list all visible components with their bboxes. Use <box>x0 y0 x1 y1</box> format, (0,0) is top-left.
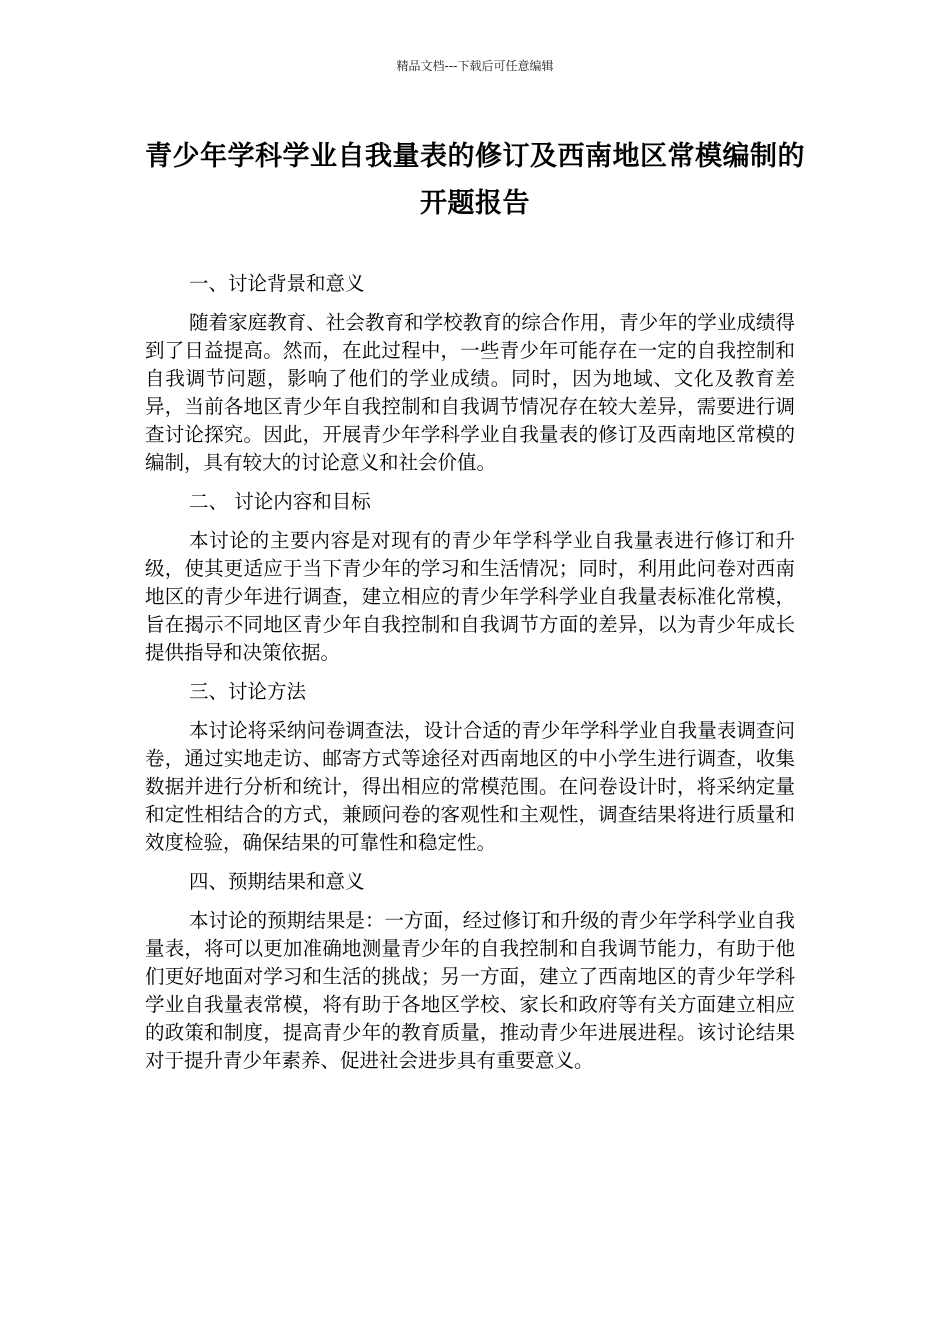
section-heading: 三、讨论方法 <box>189 680 307 703</box>
header-note: 精品文档---下载后可任意编辑 <box>396 59 554 73</box>
section <box>145 270 795 477</box>
section-paragraph: 本讨论的预期结果是：一方面，经过修订和升级的青少年学科学业自我量表，将可以更加准确地测量青少年的自我控制和自我调节能力，有助于他们更好地面对学习和生活的挑战；另一方面，建立了西南地区的青少年学科学业自我量表常模，将有助于各地区学校、家长和政府等有关方面建立相应的政策和制度，提高青少年的教育质量，推动青少年进展进程。该讨论结果对于提升青少年素养、促进社会进步具有重要意义。 <box>145 909 795 1072</box>
section-heading: 四、预期结果和意义 <box>189 870 365 893</box>
section-heading: 二、 讨论内容和目标 <box>189 490 371 513</box>
section-paragraph: 随着家庭教育、社会教育和学校教育的综合作用，青少年的学业成绩得到了日益提高。然而，在此过程中，一些青少年可能存在一定的自我控制和自我调节问题，影响了他们的学业成绩。同时，因为地域、文化及教育差异，当前各地区青少年自我控制和自我调节情况存在较大差异，需要进行调查讨论探究。因此，开展青少年学科学业自我量表的修订及西南地区常模的编制，具有较大的讨论意义和社会价值。 <box>145 311 795 474</box>
section-heading: 一、讨论背景和意义 <box>189 272 365 295</box>
document-title: 青少年学科学业自我量表的修订及西南地区常模编制的开题报告 <box>145 141 805 219</box>
section-paragraph: 本讨论将采纳问卷调查法，设计合适的青少年学科学业自我量表调查问卷，通过实地走访、邮寄方式等途径对西南地区的中小学生进行调查，收集数据并进行分析和统计，得出相应的常模范围。在问卷设计时，将采纳定量和定性相结合的方式，兼顾问卷的客观性和主观性，调查结果将进行质量和效度检验，确保结果的可靠性和稳定性。 <box>145 719 795 854</box>
section <box>145 678 795 857</box>
document-body <box>145 270 795 1086</box>
section <box>145 868 795 1075</box>
section-paragraph: 本讨论的主要内容是对现有的青少年学科学业自我量表进行修订和升级，使其更适应于当下青少年的学习和生活情况；同时，利用此问卷对西南地区的青少年进行调查，建立相应的青少年学科学业自我量表标准化常模，旨在揭示不同地区青少年自我控制和自我调节方面的差异，以为青少年成长提供指导和决策依据。 <box>145 529 795 664</box>
section <box>145 488 795 667</box>
